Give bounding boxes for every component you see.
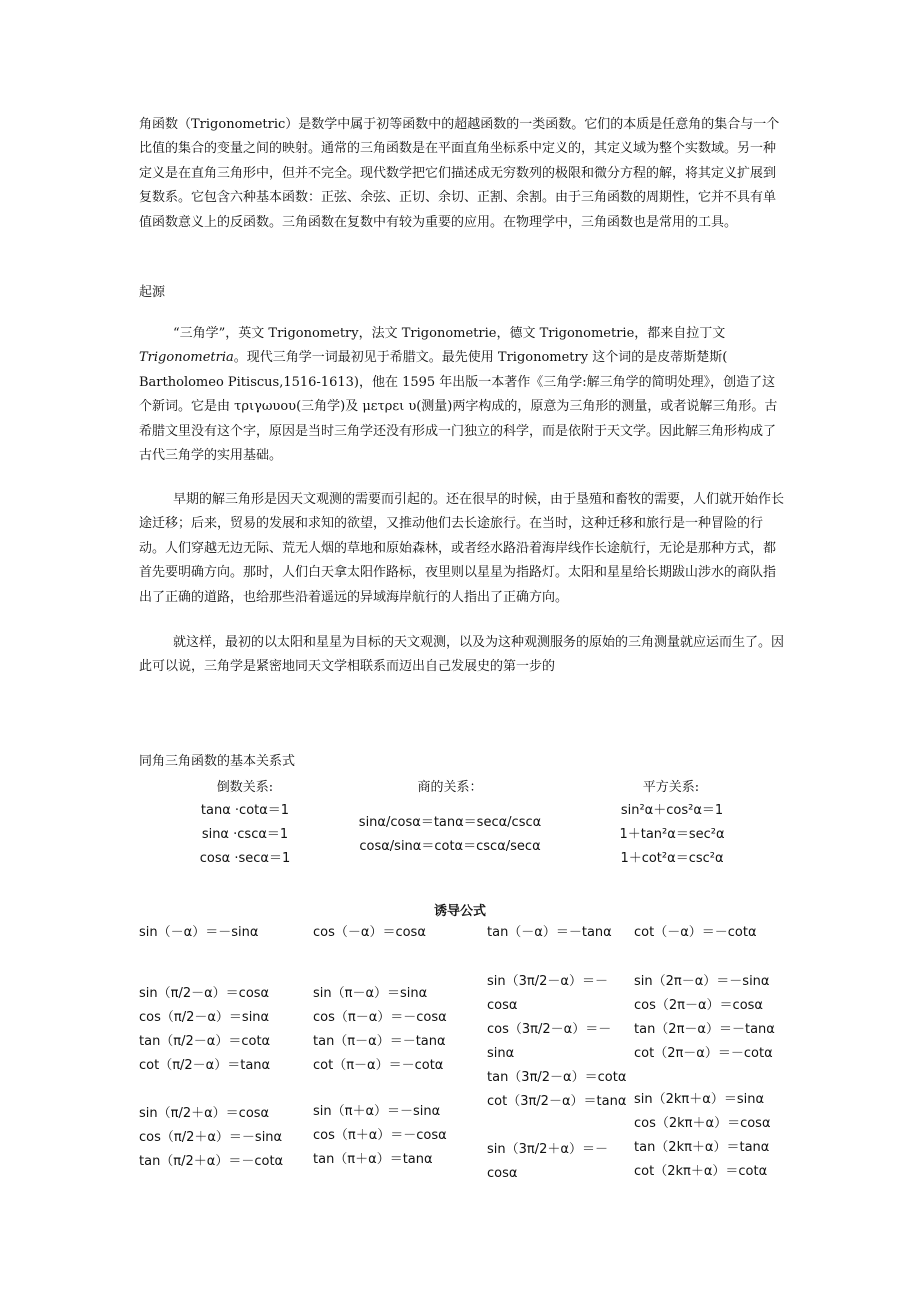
induction-formula: sin（π－α）＝sinα	[313, 986, 428, 1001]
origin-heading: 起源	[139, 285, 166, 300]
square-formula: 1＋tan²α＝sec²α	[619, 827, 725, 842]
induction-formula: tan（π＋α）＝tanα	[313, 1152, 433, 1167]
induction-formula: cos（2kπ＋α）＝cosα	[634, 1116, 771, 1131]
relations-heading: 同角三角函数的基本关系式	[139, 754, 296, 769]
induction-formula: cos（－α）＝cosα	[313, 925, 426, 940]
induction-formula: cot（3π/2－α）＝tanα	[487, 1094, 627, 1109]
origin-paragraph-3: 就这样，最初的以太阳和星星为目标的天文观测，以及为这种观测服务的原始的三角测量就应运而生了。因此可以说，三角学是紧密地同天文学相联系而迈出自己发展史的第一步的	[139, 635, 785, 675]
induction-formula: sin（π/2－α）＝cosα	[139, 986, 270, 1001]
induction-formula: tan（π/2－α）＝cotα	[139, 1034, 271, 1049]
induction-formula: sin（2kπ＋α）＝sinα	[634, 1092, 765, 1107]
quotient-list	[350, 811, 550, 859]
induction-formula: cos（π＋α）＝－cosα	[313, 1128, 447, 1143]
induction-formula: cot（π－α）＝－cotα	[313, 1058, 444, 1073]
induction-formula: cos（3π/2－α）＝－sinα	[487, 1022, 612, 1061]
quotient-title: 商的关系：	[417, 780, 483, 795]
square-list	[606, 799, 738, 871]
reciprocal-list	[175, 799, 315, 871]
induction-formula: cot（－α）＝－cotα	[634, 925, 757, 940]
origin-paragraph-2: 早期的解三角形是因天文观测的需要而引起的。还在很早的时候，由于垦殖和畜牧的需要，人们就开始作长途迁移；后来，贸易的发展和求知的欲望，又推动他们去长途旅行。在当时，这种迁移和旅行是一种冒险的行动。人们穿越无边无际、荒无人烟的草地和原始森林，或者经水路沿着海岸线作长途航行，无论是那种方式，都首先要明确方向。那时，人们白天拿太阳作路标，夜里则以星星为指路灯。太阳和星星给长期跋山涉水的商队指出了正确的道路，也给那些沿着遥远的异域海岸航行的人指出了正确方向。	[139, 492, 785, 605]
induction-formula: tan（2π－α）＝－tanα	[634, 1022, 775, 1037]
induction-formula: cot（2π－α）＝－cotα	[634, 1046, 773, 1061]
quotient-formula: sinα/cosα＝tanα＝secα/cscα	[358, 815, 542, 830]
induction-formula: sin（2π－α）＝－sinα	[634, 974, 770, 989]
induction-title: 诱导公式	[433, 904, 486, 919]
induction-formula: cot（π/2－α）＝tanα	[139, 1058, 271, 1073]
origin-paragraph-1	[139, 322, 784, 468]
quotient-formula: cosα/sinα＝cotα＝cscα/secα	[359, 839, 541, 854]
induction-formula: sin（3π/2－α）＝－cosα	[487, 974, 608, 1013]
induction-formula: cos（π/2＋α）＝－sinα	[139, 1130, 283, 1145]
induction-formula: tan（－α）＝－tanα	[487, 925, 612, 940]
induction-formula: cos（π－α）＝－cosα	[313, 1010, 447, 1025]
induction-formula: cot（2kπ＋α）＝cotα	[634, 1164, 768, 1179]
induction-formula: tan（3π/2－α）＝cotα	[487, 1070, 627, 1085]
origin-p1-text-a: “三角学”，英文 Trigonometry，法文 Trigonometrie，德文 Trigonometrie，都来自拉丁文	[173, 326, 726, 341]
induction-formula: cos（2π－α）＝cosα	[634, 998, 763, 1013]
reciprocal-formula: sinα ·cscα＝1	[201, 827, 289, 842]
induction-formula: sin（π＋α）＝－sinα	[313, 1104, 441, 1119]
induction-formula: tan（π－α）＝－tanα	[313, 1034, 446, 1049]
induction-formula: sin（π/2＋α）＝cosα	[139, 1106, 270, 1121]
origin-p1-text-b: 。现代三角学一词最初见于希腊文。最先使用 Trigonometry 这个词的是皮蒂斯楚斯( Bartholomeo Pitiscus,1516-1613)，他在 1595 年出版一本著作《三角学:解三角学的简明处理》，创造了这个新词。它是由 τριγωυου(三角学)及 μετρει υ(测量)两字构成的，原意为三角形的测量，或者说解三角形。古希腊文里没有这个字，原因是当时三角学还没有形成一门独立的科学，而是依附于天文学。因此解三角形构成了古代三角学的实用基础。	[139, 350, 778, 464]
reciprocal-formula: tanα ·cotα＝1	[200, 803, 290, 818]
induction-formula: tan（π/2＋α）＝－cotα	[139, 1154, 284, 1169]
square-title: 平方关系:	[642, 780, 700, 795]
reciprocal-formula: cosα ·secα＝1	[199, 851, 291, 866]
origin-p1-latin-word: Trigonometria	[139, 350, 234, 366]
induction-formula: tan（2kπ＋α）＝tanα	[634, 1140, 770, 1155]
induction-formula: sin（3π/2＋α）＝－cosα	[487, 1142, 608, 1181]
square-formula: 1＋cot²α＝csc²α	[620, 851, 724, 866]
induction-formula: sin（－α）＝－sinα	[139, 925, 259, 940]
intro-paragraph: 角函数（Trigonometric）是数学中属于初等函数中的超越函数的一类函数。它们的本质是任意角的集合与一个比值的集合的变量之间的映射。通常的三角函数是在平面直角坐标系中定义的，其定义域为整个实数域。另一种定义是在直角三角形中，但并不完全。现代数学把它们描述成无穷数列的极限和微分方程的解，将其定义扩展到复数系。它包含六种基本函数：正弦、余弦、正切、余切、正割、余割。由于三角函数的周期性，它并不具有单值函数意义上的反函数。三角函数在复数中有较为重要的应用。在物理学中，三角函数也是常用的工具。	[139, 117, 780, 230]
square-formula: sin²α＋cos²α＝1	[620, 803, 724, 818]
induction-formula: cos（π/2－α）＝sinα	[139, 1010, 270, 1025]
reciprocal-title: 倒数关系:	[216, 780, 274, 795]
